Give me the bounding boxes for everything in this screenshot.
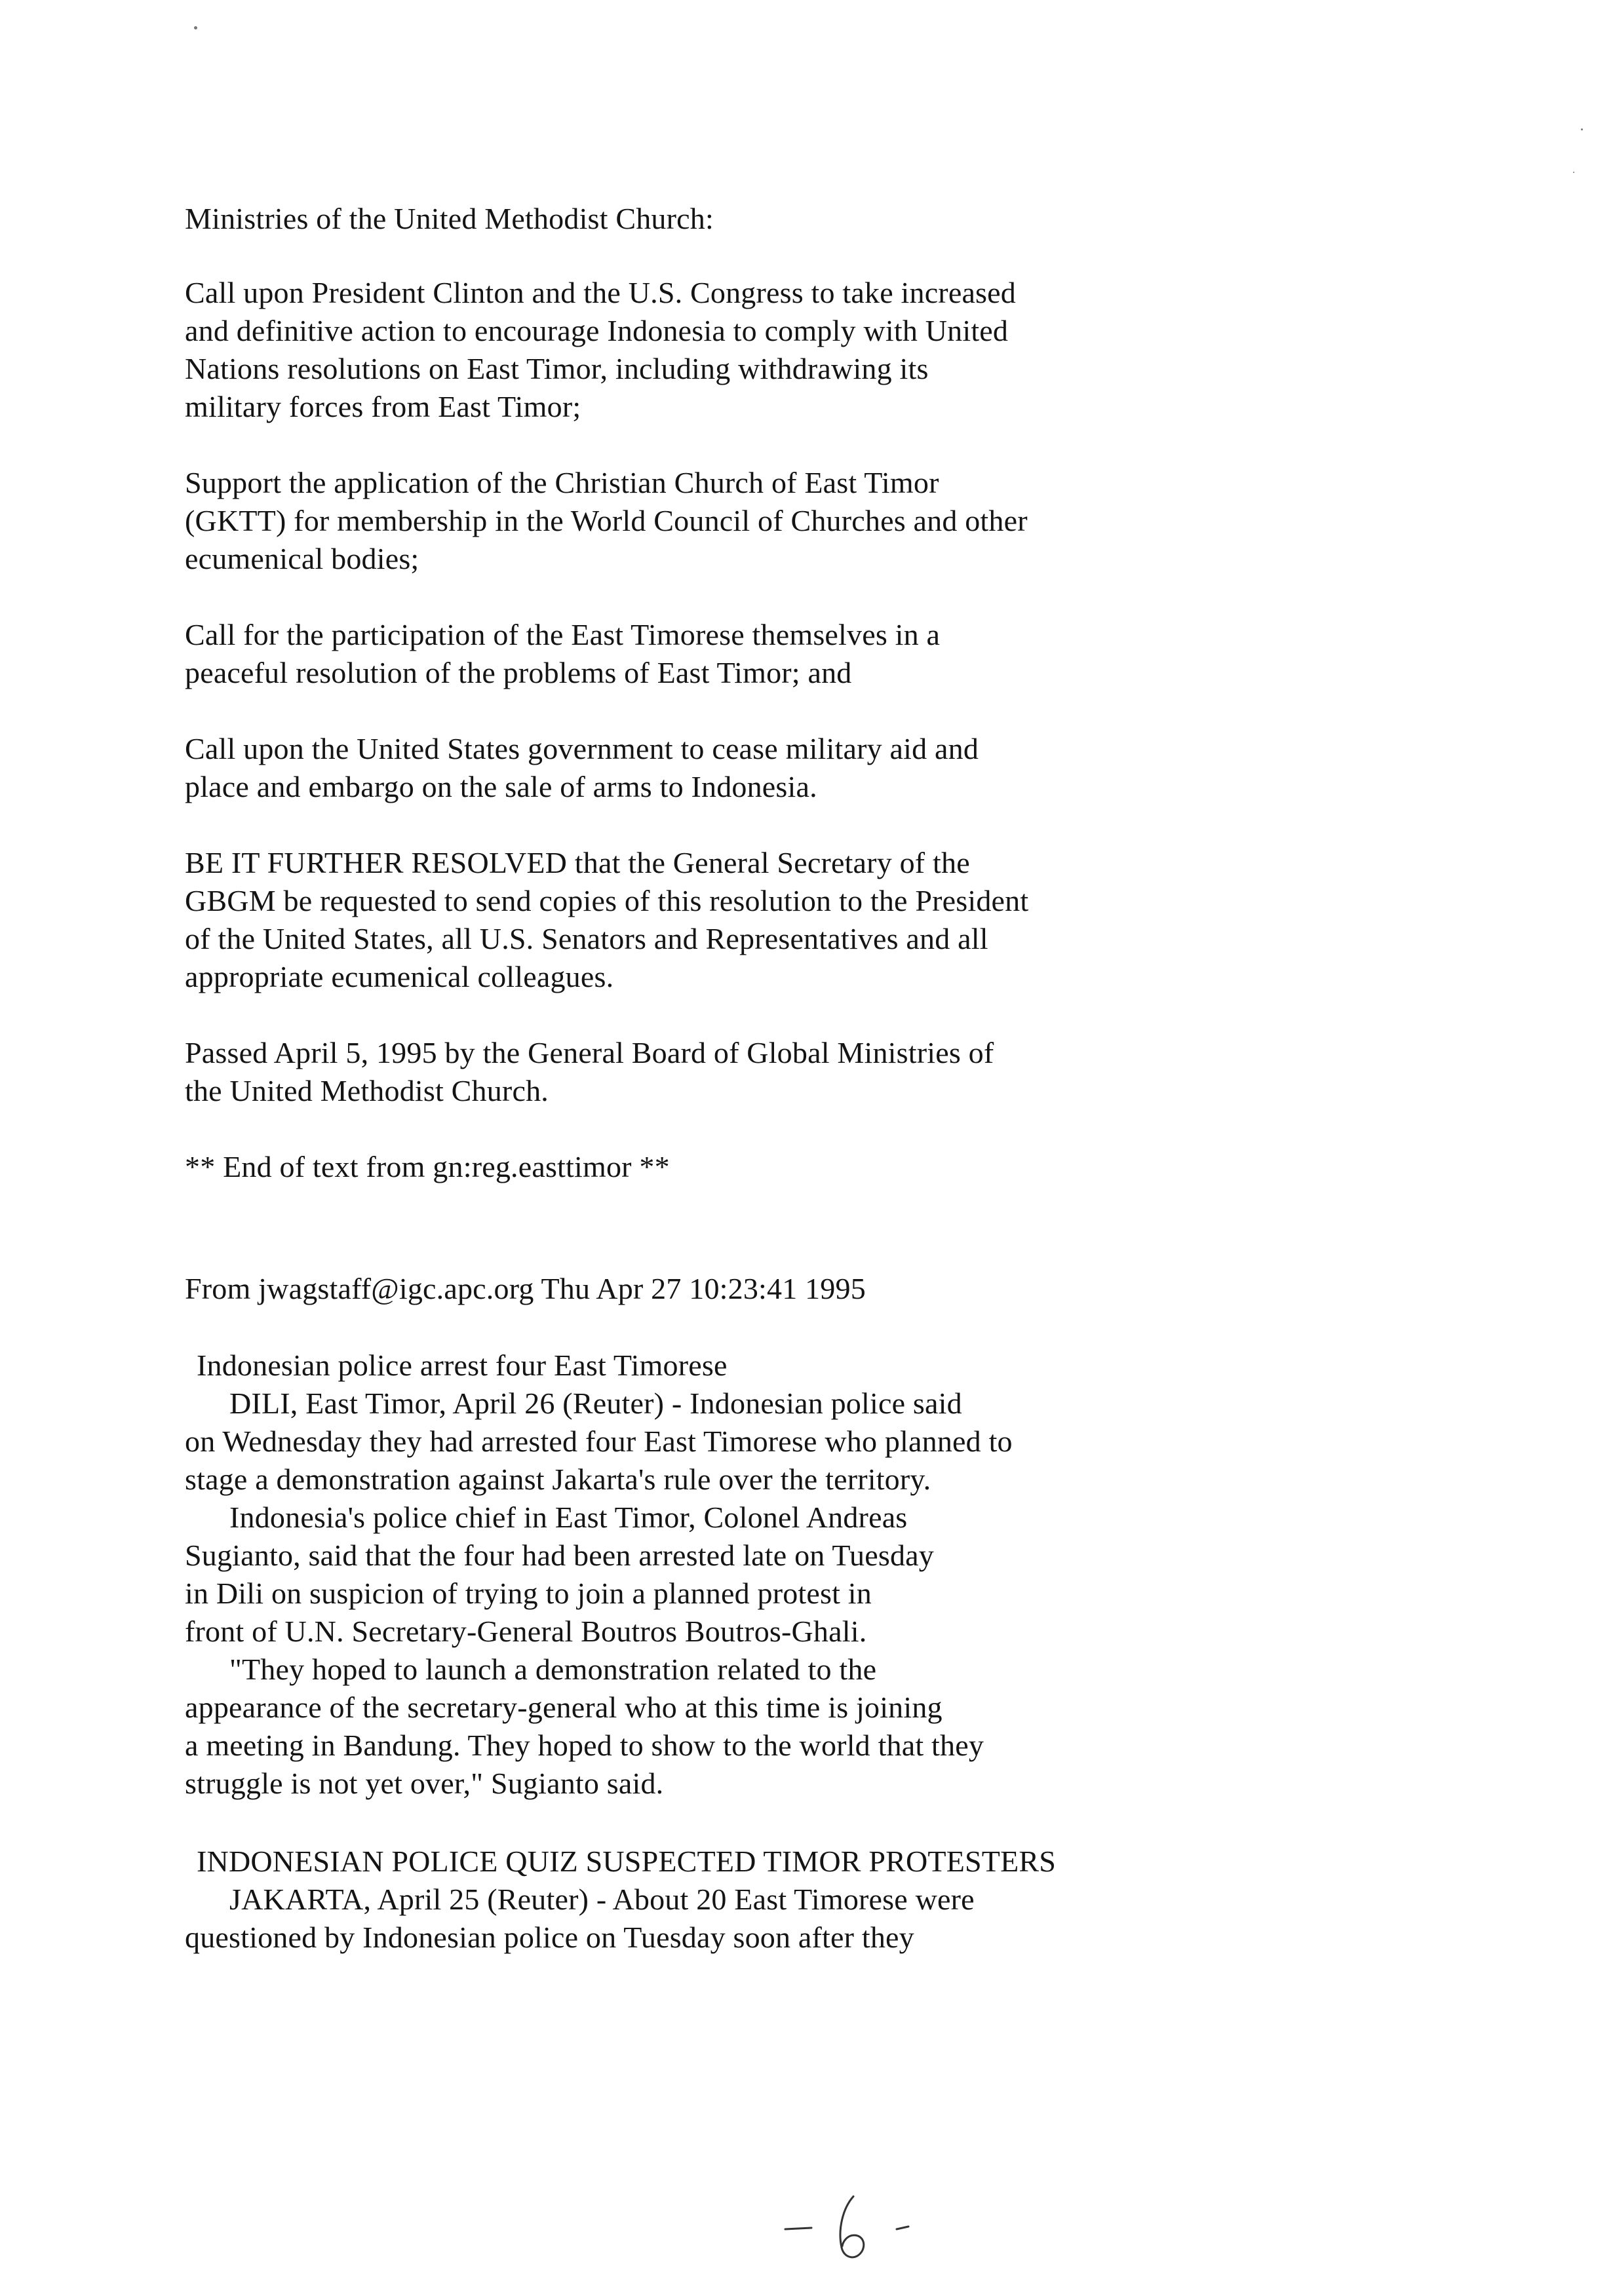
handwritten-page-number (780, 2182, 924, 2267)
paragraph-line: Call for the participation of the East Timorese themselves in a (185, 618, 941, 651)
article-line: front of U.N. Secretary-General Boutros Boutros-Ghali. (185, 1615, 867, 1648)
article-line: stage a demonstration against Jakarta's rule over the territory. (185, 1463, 931, 1496)
article-line: DILI, East Timor, April 26 (Reuter) - Indonesian police said (229, 1387, 962, 1420)
article-line: questioned by Indonesian police on Tuesday soon after they (185, 1921, 914, 1954)
article-line: JAKARTA, April 25 (Reuter) - About 20 East Timorese were (229, 1883, 975, 1916)
article-headline: INDONESIAN POLICE QUIZ SUSPECTED TIMOR PROTESTERS (197, 1845, 1057, 1878)
paragraph-line: and definitive action to encourage Indonesia to comply with United (185, 314, 1009, 347)
paragraph-line: Support the application of the Christian Church of East Timor (185, 466, 939, 499)
paragraph-line: Call upon President Clinton and the U.S. Congress to take increased (185, 276, 1016, 309)
article-headline: Indonesian police arrest four East Timorese (197, 1349, 728, 1382)
paragraph-line: Nations resolutions on East Timor, including withdrawing its (185, 352, 929, 385)
paragraph-line: appropriate ecumenical colleagues. (185, 960, 614, 993)
paragraph-line: GBGM be requested to send copies of this resolution to the President (185, 884, 1029, 917)
article-line: in Dili on suspicion of trying to join a planned protest in (185, 1577, 872, 1610)
scan-speck (1573, 172, 1574, 173)
article-line: Sugianto, said that the four had been arrested late on Tuesday (185, 1539, 934, 1572)
paragraph-line: (GKTT) for membership in the World Council of Churches and other (185, 504, 1028, 537)
paragraph-line: of the United States, all U.S. Senators and Representatives and all (185, 922, 988, 955)
paragraph-line: the United Methodist Church. (185, 1074, 549, 1107)
article-line: appearance of the secretary-general who at this time is joining (185, 1691, 943, 1724)
email-header: From jwagstaff@igc.apc.org Thu Apr 27 10:23:41 1995 (185, 1272, 866, 1305)
paragraph-line: Call upon the United States government to cease military aid and (185, 732, 979, 765)
handwritten-page-number-drawing (780, 2182, 924, 2267)
paragraph-line: ecumenical bodies; (185, 542, 419, 575)
article-line: on Wednesday they had arrested four East Timorese who planned to (185, 1425, 1013, 1458)
paragraph-line: peaceful resolution of the problems of East Timor; and (185, 656, 852, 689)
article-line: Indonesia's police chief in East Timor, Colonel Andreas (229, 1501, 908, 1534)
paragraph-line: place and embargo on the sale of arms to Indonesia. (185, 770, 817, 803)
end-of-text-marker: ** End of text from gn:reg.easttimor ** (185, 1150, 670, 1183)
paragraph-line: BE IT FURTHER RESOLVED that the General Secretary of the (185, 846, 970, 879)
paragraph-line: military forces from East Timor; (185, 390, 581, 423)
article-line: "They hoped to launch a demonstration related to the (229, 1653, 877, 1686)
article-line: a meeting in Bandung. They hoped to show to the world that they (185, 1729, 984, 1762)
scan-speck (1581, 128, 1583, 130)
paragraph-line: Ministries of the United Methodist Church: (185, 202, 714, 235)
scan-speck (194, 26, 197, 29)
paragraph-line: Passed April 5, 1995 by the General Board of Global Ministries of (185, 1036, 994, 1069)
article-line: struggle is not yet over," Sugianto said. (185, 1767, 664, 1800)
